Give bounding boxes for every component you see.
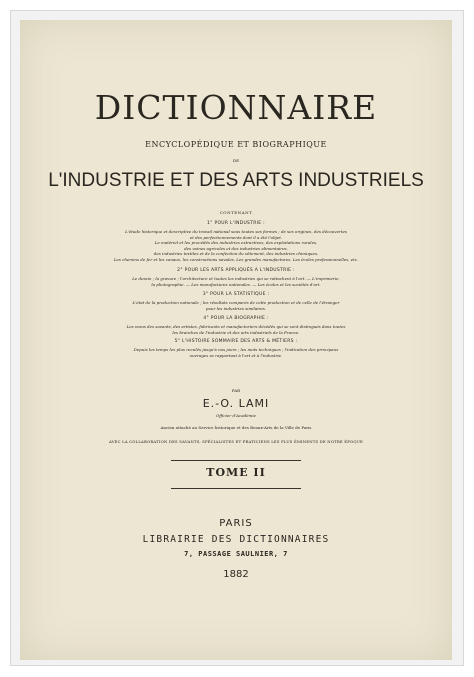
- author-position: Ancien attaché au Service historique et des Beaux-Arts de la Ville de Paris: [160, 425, 312, 430]
- section-line: des usines agricoles et des industries alimentaires,: [184, 245, 288, 251]
- author-name: E.-O. LAMI: [202, 397, 270, 410]
- section-heading: 2° POUR LES ARTS APPLIQUÉS A L'INDUSTRIE :: [177, 268, 295, 273]
- bottom-rule: [171, 488, 301, 489]
- section-line: Les chemins de fer et les canaux, les constructions navales. Les grandes manufactures. Les écoles professionnelles, etc.: [113, 256, 359, 262]
- section-body: [20, 229, 452, 263]
- book-title: DICTIONNAIRE: [94, 88, 378, 127]
- book-subtitle: ENCYCLOPÉDIQUE ET BIOGRAPHIQUE: [145, 140, 327, 149]
- section-body: [20, 300, 452, 311]
- section-body: [20, 276, 452, 287]
- section-line: L'état de la production nationale ; les résultats comparés de cette production et de celle de l'étranger: [132, 300, 340, 305]
- section-heading: 3° POUR LA STATISTIQUE :: [202, 292, 270, 297]
- section-body: [20, 324, 452, 335]
- section-line: L'étude historique et descriptive du travail national sous toutes ses formes ; de ses origines, des découvertes: [125, 229, 347, 234]
- top-rule: [171, 460, 301, 461]
- section-line: Le dessin ; la gravure ; l'architecture et toutes les industries qui se rattachent à l'art. — L'imprimerie,: [132, 276, 340, 281]
- section-heading: 5° L'HISTOIRE SOMMAIRE DES ARTS & MÉTIERS :: [174, 339, 298, 344]
- section-line: Les noms des savants, des artistes, fabricants et manufacturiers décédés qui se sont distingués dans toutes: [126, 324, 346, 329]
- section-body: [20, 347, 452, 358]
- connector-word: DE: [232, 158, 240, 163]
- author-title: Officier d'Académie: [215, 413, 256, 418]
- section-heading: 1° POUR L'INDUSTRIE :: [207, 221, 265, 226]
- section-line: les branches de l'industrie et des arts industriels de la France.: [172, 329, 300, 335]
- collaboration-note: AVEC LA COLLABORATION DES SAVANTS, SPÉCIALISTES ET PRATICIENS LES PLUS ÉMINENTS DE NOTRE ÉPOQUE: [108, 439, 364, 444]
- section-line: pour les industries similaires.: [205, 305, 267, 311]
- book-subject: L'INDUSTRIE ET DES ARTS INDUSTRIELS: [48, 170, 424, 191]
- publisher-name: LIBRAIRIE DES DICTIONNAIRES: [142, 534, 330, 545]
- section-line: des industries textiles et de la confection du vêtement, des industries chimiques,: [153, 251, 319, 257]
- section-line: Depuis les temps les plus reculés jusqu'à nos jours ; les mots techniques ; l'indication des principaux: [133, 347, 339, 352]
- section-line: Le matériel et les procédés des industries extractives, des exploitations rurales,: [154, 240, 318, 246]
- section-line: la photographie. — Les manufactures nationales. — Les écoles et les sociétés d'art.: [151, 281, 321, 287]
- publisher-city: PARIS: [219, 518, 253, 529]
- title-page: [20, 20, 452, 660]
- publication-year: 1882: [223, 569, 249, 580]
- section-line: ouvrages se rapportant à l'art et à l'industrie.: [189, 352, 283, 358]
- section-line: et des perfectionnements dont il a été l'objet.: [189, 234, 283, 240]
- par-label: PAR: [231, 388, 241, 393]
- publisher-address: 7, PASSAGE SAULNIER, 7: [184, 550, 288, 558]
- section-heading: 4° POUR LA BIOGRAPHIE :: [203, 316, 269, 321]
- volume-label: TOME II: [206, 466, 266, 479]
- contenant-label: CONTENANT: [219, 210, 253, 215]
